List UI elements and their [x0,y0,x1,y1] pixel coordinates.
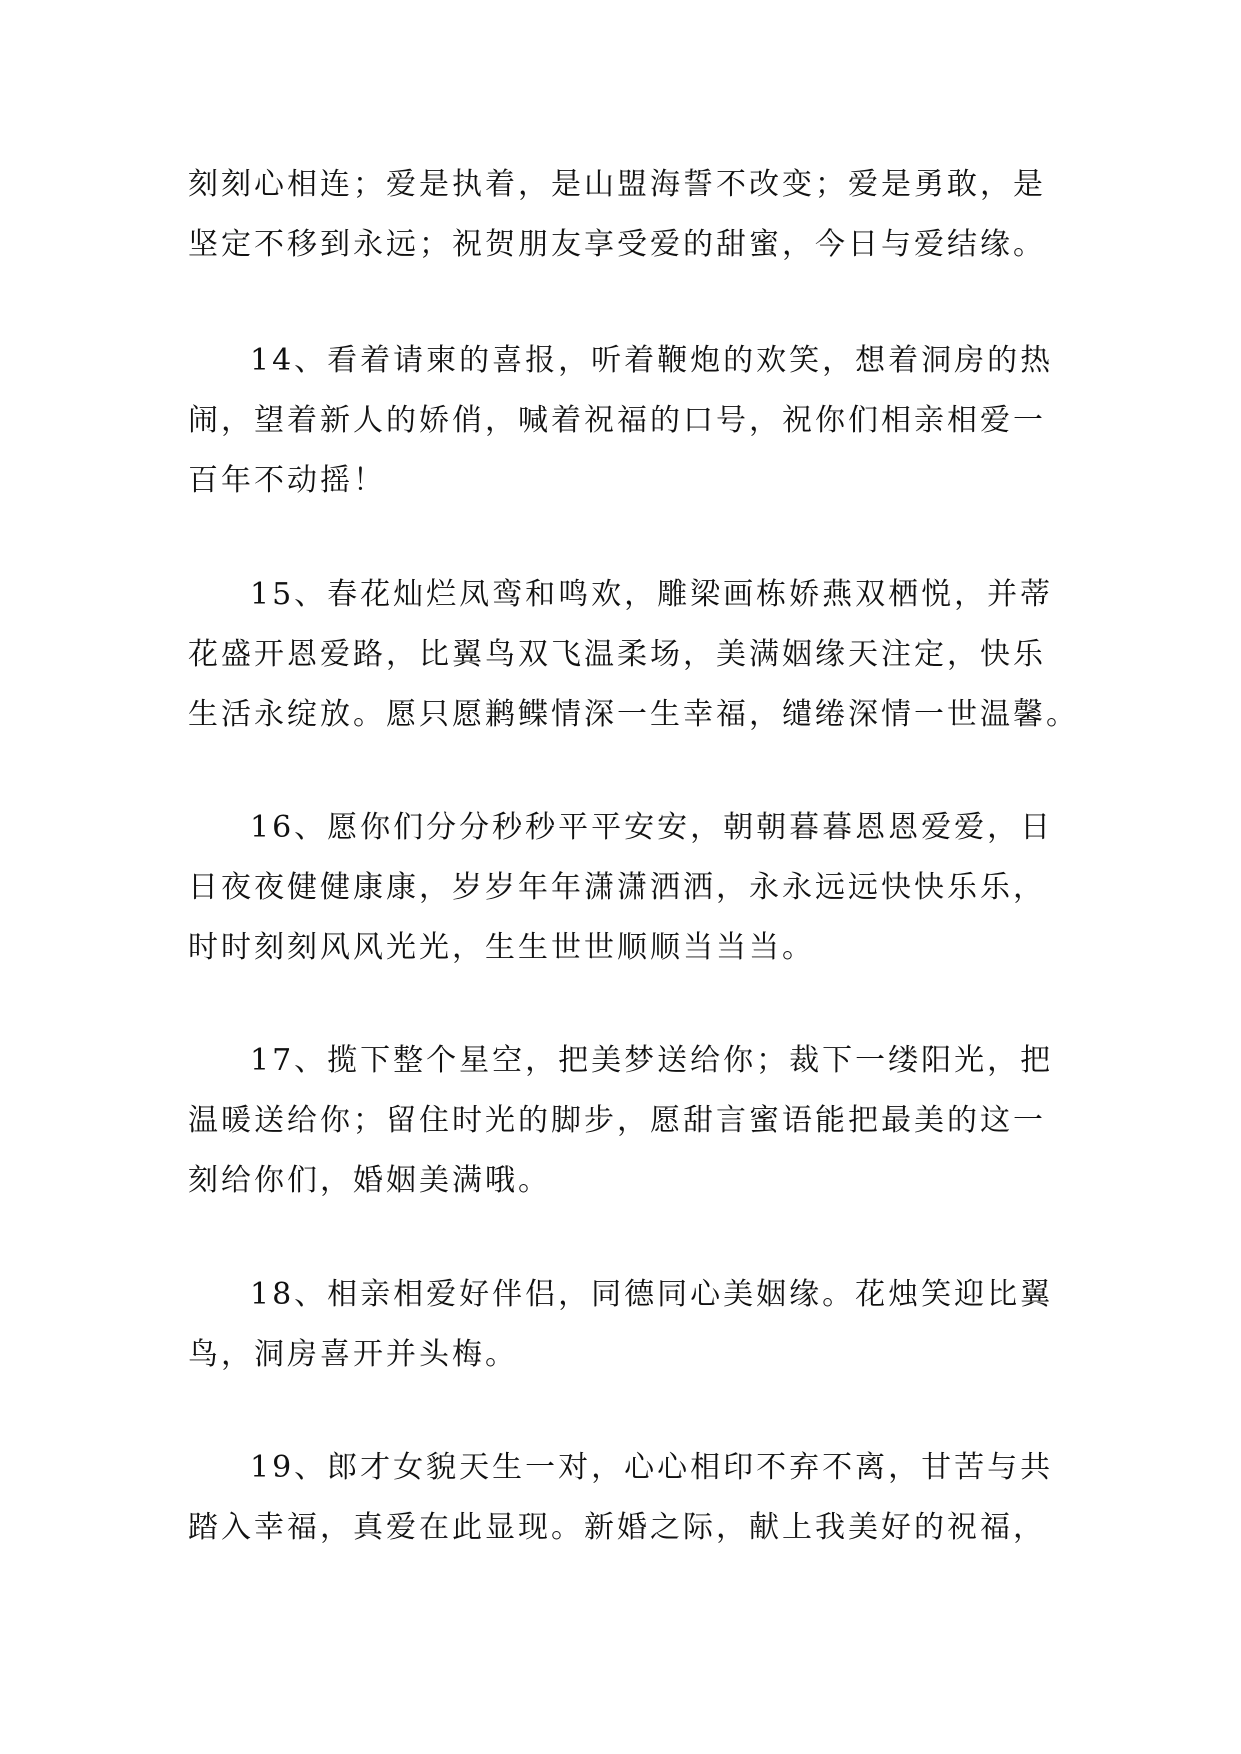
text-line: 15、春花灿烂凤鸾和鸣欢，雕梁画栋娇燕双栖悦，并蒂 [250,577,1054,612]
paragraph-19 [188,1438,1068,1558]
text-line: 踏入幸福，真爱在此显现。新婚之际，献上我美好的祝福， [188,1510,1046,1545]
text-line: 时时刻刻风风光光，生生世世顺顺当当当。 [188,930,815,965]
text-line: 温暖送给你；留住时光的脚步，愿甜言蜜语能把最美的这一 [188,1103,1046,1138]
text-line: 刻给你们，婚姻美满哦。 [188,1163,551,1198]
text-line: 坚定不移到永远；祝贺朋友享受爱的甜蜜，今日与爱结缘。 [188,227,1046,262]
text-line: 日夜夜健健康康，岁岁年年潇潇洒洒，永永远远快快乐乐， [188,870,1046,905]
paragraph-13-continued [188,155,1068,275]
text-line: 闹，望着新人的娇俏，喊着祝福的口号，祝你们相亲相爱一 [188,403,1046,438]
text-line: 19、郎才女貌天生一对，心心相印不弃不离，甘苦与共 [250,1450,1054,1485]
paragraph-17 [188,1031,1068,1211]
text-line: 刻刻心相连；爱是执着，是山盟海誓不改变；爱是勇敢，是 [188,167,1046,202]
text-line: 生活永绽放。愿只愿鹣鲽情深一生幸福，缱绻深情一世温馨。 [188,697,1079,732]
paragraph-16 [188,798,1068,978]
paragraph-15 [188,565,1079,745]
paragraph-14 [188,331,1068,511]
text-line: 17、揽下整个星空，把美梦送给你；裁下一缕阳光，把 [250,1043,1054,1078]
paragraph-18 [188,1265,1068,1385]
text-line: 16、愿你们分分秒秒平平安安，朝朝暮暮恩恩爱爱，日 [250,810,1054,845]
text-line: 百年不动摇！ [188,463,386,498]
text-line: 18、相亲相爱好伴侣，同德同心美姻缘。花烛笑迎比翼 [250,1277,1054,1312]
text-line: 鸟，洞房喜开并头梅。 [188,1337,518,1372]
text-line: 花盛开恩爱路，比翼鸟双飞温柔场，美满姻缘天注定，快乐 [188,637,1046,672]
text-line: 14、看着请柬的喜报，听着鞭炮的欢笑，想着洞房的热 [250,343,1054,378]
